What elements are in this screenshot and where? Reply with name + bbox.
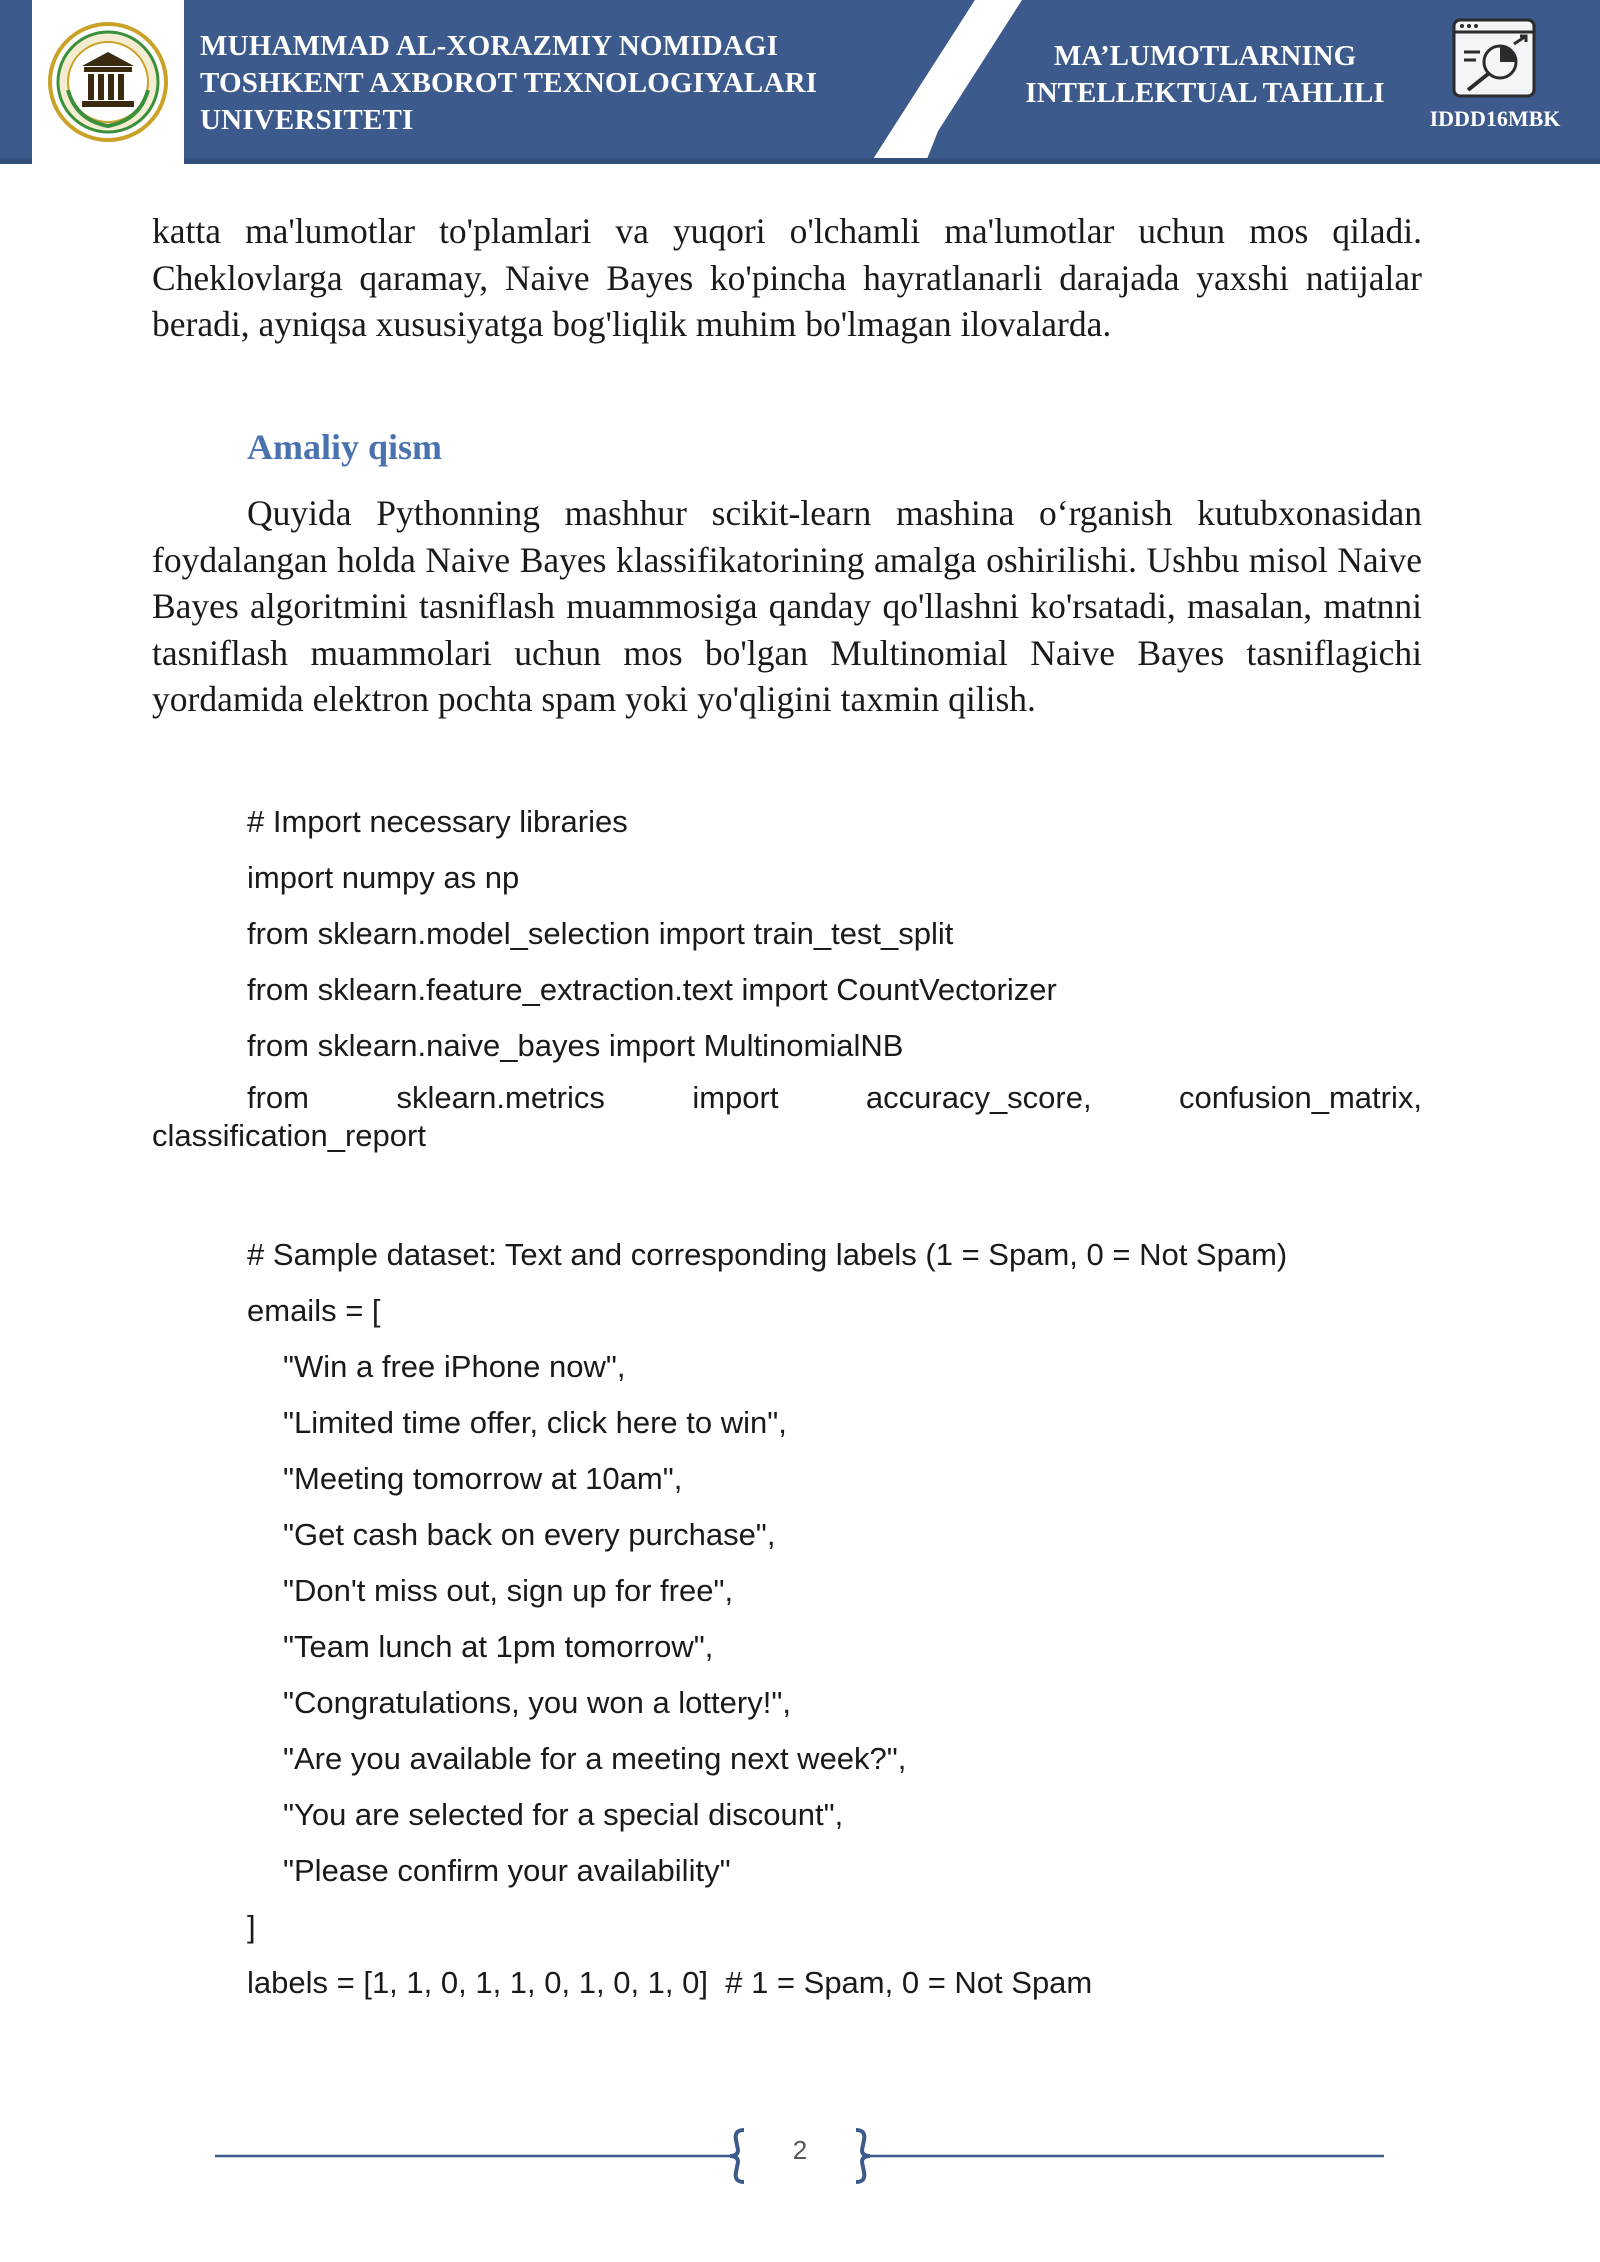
intro-paragraph: katta ma'lumotlar to'plamlari va yuqori o'lchamli ma'lumotlar uchun mos qiladi. Cheklovlarga qaramay, Naive Bayes ko'pincha hayratlanarli darajada yaxshi natijalar beradi, ayniqsa xususiyatga bog'liqlik muhim bo'lmagan ilovalarda.: [152, 211, 1422, 344]
code-line: from sklearn.naive_bayes import MultinomialNB: [247, 1028, 904, 1063]
university-name: [200, 28, 840, 139]
page-header: [0, 0, 1600, 164]
university-name-line: MUHAMMAD AL-XORAZMIY NOMIDAGI: [200, 30, 779, 62]
section-heading: Amaliy qism: [247, 427, 443, 467]
university-logo: [32, 0, 184, 164]
code-comment-dataset: # Sample dataset: Text and corresponding labels (1 = Spam, 0 = Not Spam): [247, 1237, 1288, 1272]
email-item: "Team lunch at 1pm tomorrow",: [283, 1629, 714, 1664]
page-number: 2: [792, 2135, 808, 2165]
practical-paragraph: Quyida Pythonning mashhur scikit-learn mashina o‘rganish kutubxonasidan foydalangan holda Naive Bayes klassifikatorining amalga oshirilishi. Ushbu misol Naive Bayes algoritmini tasniflash muammosiga qanday qo'llashni ko'rsatadi, masalan, matnni tasniflash muammolari uchun mos bo'lgan Multinomial Naive Bayes tasniflagichi yordamida elektron pochta spam yoki yo'qligini taxmin qilish.: [152, 493, 1422, 719]
email-item: "Win a free iPhone now",: [283, 1349, 626, 1384]
email-item: "Please confirm your availability": [283, 1853, 731, 1888]
email-item: "Meeting tomorrow at 10am",: [283, 1461, 683, 1496]
email-item: "Get cash back on every purchase",: [283, 1517, 776, 1552]
university-name-line: UNIVERSITETI: [200, 104, 414, 136]
code-line: from sklearn.metrics import accuracy_score, confusion_matrix,: [247, 1080, 1422, 1115]
code-line: classification_report: [152, 1118, 426, 1153]
course-title-line: MA’LUMOTLARNING: [1053, 40, 1357, 72]
email-item: "Congratulations, you won a lottery!",: [283, 1685, 791, 1720]
email-item: "Are you available for a meeting next week?",: [283, 1741, 907, 1776]
code-line: emails = [: [247, 1293, 381, 1328]
data-analysis-icon: [1450, 16, 1538, 100]
code-line: from sklearn.feature_extraction.text import CountVectorizer: [247, 972, 1057, 1007]
email-item: "Don't miss out, sign up for free",: [283, 1573, 734, 1608]
code-labels-line: labels = [1, 1, 0, 1, 1, 0, 1, 0, 1, 0] # 1 = Spam, 0 = Not Spam: [247, 1965, 1093, 2000]
code-metrics-import: [152, 1078, 1422, 1156]
code-line: from sklearn.model_selection import train_test_split: [247, 916, 954, 951]
course-code: IDDD16MBK: [1429, 106, 1561, 131]
university-name-line: TOSHKENT AXBOROT TEXNOLOGIYALARI: [200, 67, 818, 99]
course-title-line: INTELLEKTUAL TAHLILI: [1025, 77, 1385, 109]
email-item: "Limited time offer, click here to win",: [283, 1405, 787, 1440]
code-line: import numpy as np: [247, 860, 520, 895]
university-logo-icon: [46, 20, 170, 144]
code-comment-import: # Import necessary libraries: [247, 804, 628, 839]
course-title: [1010, 38, 1400, 112]
email-item: "You are selected for a special discount",: [283, 1797, 844, 1832]
code-line: ]: [247, 1909, 256, 1944]
